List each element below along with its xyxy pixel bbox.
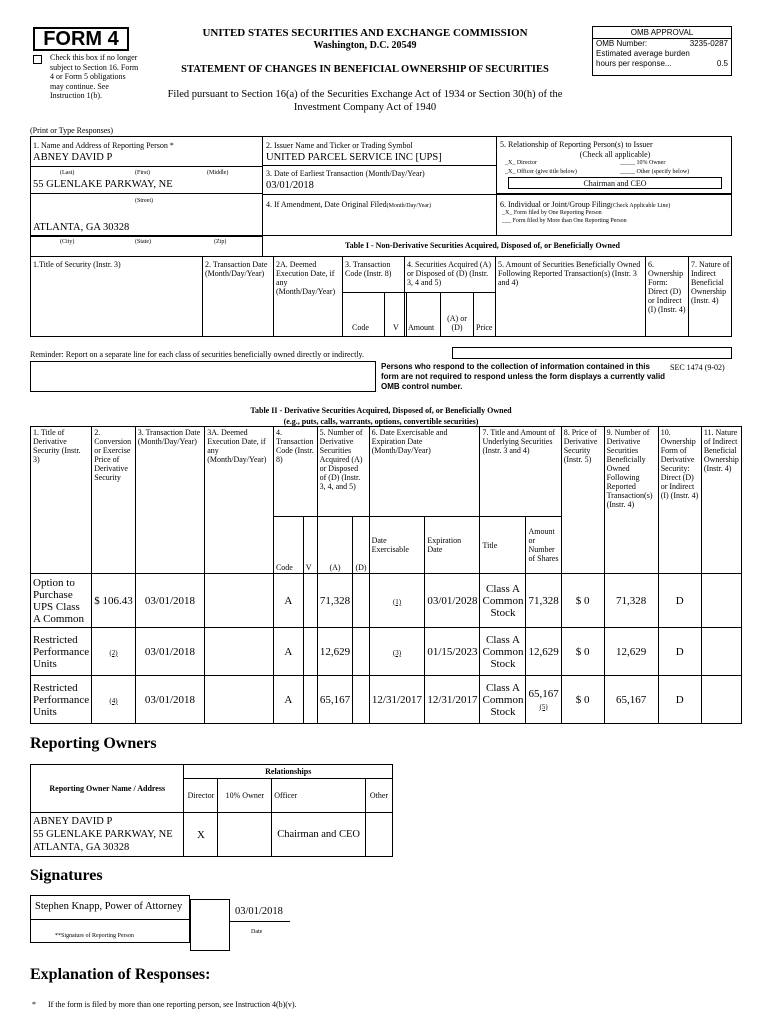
row-form: D — [658, 676, 701, 724]
t2-h10: 10. Ownership Form of Derivative Security: Direct (D) or Indirect (I) (Instr. 4) — [658, 427, 701, 574]
row-owned: 71,328 — [604, 574, 658, 628]
filed-pursuant: Filed pursuant to Section 16(a) of the Securities Exchange Act of 1934 or Section 30(h) of the Investment Company Act of 1940 — [167, 89, 563, 113]
owner-city: ATLANTA, GA 30328 — [33, 842, 130, 853]
omb-burden: Estimated average burden — [596, 49, 690, 58]
t2-date-exercisable: Date Exercisable — [369, 517, 425, 574]
col-other: Other — [365, 779, 392, 813]
footnote-link[interactable]: (2) — [109, 648, 118, 657]
row-dprice: $ 0 — [561, 676, 604, 724]
label-middle: (Middle) — [207, 170, 229, 176]
filing-one-person[interactable]: _X_ Form filed by One Reporting Person — [502, 210, 602, 216]
row-title: Restricted Performance Units — [31, 676, 92, 724]
row-amount: 71,328 — [526, 574, 561, 628]
table-2-title: Table II - Derivative Securities Acquired, Disposed of, or Beneficially Owned — [250, 406, 512, 415]
row-form: D — [658, 628, 701, 676]
explanation-heading: Explanation of Responses: — [30, 966, 211, 983]
row-deemed — [205, 628, 274, 676]
t1-h7: 7. Nature of Indirect Beneficial Ownership (Instr. 4) — [691, 260, 730, 305]
t1-h5: 5. Amount of Securities Beneficially Owned Following Reported Transaction(s) (Instr. 3 and 4) — [498, 260, 641, 287]
t2-h3: 3. Transaction Date (Month/Day/Year) — [135, 427, 205, 574]
t2-h4: 4. Transaction Code (Instr. 8) — [273, 427, 317, 517]
reminder-text: Reminder: Report on a separate line for each class of securities beneficially owned directly or indirectly. — [30, 350, 365, 359]
t2-h7: 7. Title and Amount of Underlying Securities (Instr. 3 and 4) — [480, 427, 561, 517]
signature-date: 03/01/2018 — [235, 906, 283, 917]
footnote-link[interactable]: (5) — [539, 702, 548, 711]
row-dprice: $ 0 — [561, 628, 604, 676]
row-amount: 12,629 — [526, 628, 561, 676]
omb-hours: 0.5 — [716, 59, 728, 68]
section-5-sub: (Check all applicable) — [579, 150, 651, 159]
table-row — [31, 574, 742, 628]
row-date: 03/01/2018 — [135, 676, 205, 724]
signatures-heading: Signatures — [30, 867, 103, 884]
row-underlying: Class A Common Stock — [480, 676, 526, 724]
agency-location: Washington, D.C. 20549 — [313, 40, 417, 51]
row-v — [303, 628, 317, 676]
left-margin — [0, 0, 25, 1024]
row-date: 03/01/2018 — [135, 628, 205, 676]
row-d — [353, 676, 369, 724]
reporting-person-street: 55 GLENLAKE PARKWAY, NE — [33, 179, 173, 190]
officer-title: Chairman and CEO — [508, 177, 722, 189]
table-row — [31, 628, 742, 676]
row-code: A — [273, 676, 303, 724]
row-exercisable: 12/31/2017 — [369, 676, 425, 724]
t1-code: Code — [352, 323, 369, 332]
omb-number-label: OMB Number: — [596, 39, 648, 48]
t2-h3a: 3A. Deemed Execution Date, if any (Month/Day/Year) — [205, 427, 274, 574]
checkbox-text: Check this box if no longer subject to Section 16. Form 4 or Form 5 obligations may continue. See Instruction 1(b). — [50, 53, 139, 100]
filing-more-persons[interactable]: ___ Form filed by More than One Reporting Person — [502, 218, 627, 224]
officer-check[interactable]: _X_ Officer (give title below) — [505, 169, 577, 175]
explanation-note: If the form is filed by more than one reporting person, see Instruction 4(b)(v). — [48, 1000, 297, 1009]
t2-code: Code — [273, 517, 303, 574]
owner-officer: Chairman and CEO — [272, 813, 366, 857]
t2-h1: 1. Title of Derivative Security (Instr. 3) — [31, 427, 92, 574]
t2-d: (D) — [353, 517, 369, 574]
t1-price: Price — [476, 323, 493, 332]
row-v — [303, 676, 317, 724]
signer-name: Stephen Knapp, Power of Attorney — [35, 901, 183, 912]
section-6-label: 6. Individual or Joint/Group Filing(Check Applicable Line) — [500, 200, 671, 209]
omb-title: OMB APPROVAL — [593, 27, 731, 39]
row-a: 65,167 — [317, 676, 353, 724]
right-margin — [745, 0, 770, 1024]
reporting-owners-table — [30, 764, 393, 857]
earliest-transaction-date: 03/01/2018 — [266, 180, 314, 191]
t2-h5: 5. Number of Derivative Securities Acquired (A) or Disposed of (D) (Instr. 3, 4, and 5) — [317, 427, 369, 517]
t1-h1: 1.Title of Security (Instr. 3) — [33, 260, 121, 269]
section-1-label: 1. Name and Address of Reporting Person * — [33, 141, 174, 150]
owner-director: X — [184, 813, 218, 857]
section-5-label: 5. Relationship of Reporting Person(s) to Issuer — [500, 140, 653, 149]
t2-v: V — [303, 517, 317, 574]
row-form: D — [658, 574, 701, 628]
persons-respond: Persons who respond to the collection of information contained in this form are not required to respond unless the form displays a currently valid OMB control number. — [381, 362, 666, 391]
no-longer-subject-checkbox[interactable] — [33, 55, 42, 64]
t2-h6: 6. Date Exercisable and Expiration Date (Month/Day/Year) — [369, 427, 480, 517]
t1-h2: 2. Transaction Date (Month/Day/Year) — [205, 260, 268, 278]
t2-a: (A) — [317, 517, 353, 574]
t2-h11: 11. Nature of Indirect Beneficial Ownership (Instr. 4) — [701, 427, 741, 574]
t1-h3: 3. Transaction Code (Instr. 8) — [345, 260, 392, 278]
explanation-bullet: * — [32, 1000, 36, 1009]
signature-spacer-box — [190, 899, 230, 951]
reminder-right-box — [452, 347, 732, 359]
row-dprice: $ 0 — [561, 574, 604, 628]
label-zip: (Zip) — [214, 239, 227, 245]
table-2-subtitle: (e.g., puts, calls, warrants, options, convertible securities) — [283, 417, 479, 426]
col-officer: Officer — [272, 779, 366, 813]
t2-h9: 9. Number of Derivative Securities Beneficially Owned Following Reported Transaction(s) (Instr. 4) — [604, 427, 658, 574]
row-a: 12,629 — [317, 628, 353, 676]
t1-v: V — [393, 323, 399, 332]
sec-number: SEC 1474 (9-02) — [670, 363, 725, 372]
row-nature — [701, 574, 741, 628]
director-check[interactable]: _X_ Director — [505, 160, 537, 166]
t1-h6: 6. Ownership Form: Direct (D) or Indirect (I) (Instr. 4) — [648, 260, 686, 314]
row-nature — [701, 628, 741, 676]
t2-title: Title — [480, 517, 526, 574]
agency-name: UNITED STATES SECURITIES AND EXCHANGE COMMISSION — [202, 27, 528, 39]
row-owned: 12,629 — [604, 628, 658, 676]
other-check[interactable]: _____ Other (specify below) — [620, 169, 690, 175]
row-expiration: 03/01/2028 — [425, 574, 480, 628]
footnote-link[interactable]: (3) — [392, 648, 402, 657]
row-expiration: 01/15/2023 — [425, 628, 480, 676]
omb-number: 3235-0287 — [689, 39, 728, 48]
owner-name: ABNEY DAVID P — [33, 816, 113, 827]
owner10-check[interactable]: _____ 10% Owner — [620, 160, 666, 166]
row-underlying: Class A Common Stock — [480, 574, 526, 628]
label-street: (Street) — [135, 198, 153, 204]
row-deemed — [205, 676, 274, 724]
omb-approval-box — [592, 26, 732, 76]
date-label: Date — [251, 929, 263, 935]
row-price: $ 106.43 — [92, 574, 136, 628]
print-type-note: (Print or Type Responses) — [30, 126, 114, 135]
row-title: Restricted Performance Units — [31, 628, 92, 676]
col-owner-name: Reporting Owner Name / Address — [31, 765, 184, 813]
row-d — [353, 574, 369, 628]
row-amount: 65,167 (5) — [526, 676, 561, 724]
col-director: Director — [184, 779, 218, 813]
label-first: (First) — [135, 170, 150, 176]
owner-other — [365, 813, 392, 857]
t1-amount: Amount — [408, 323, 435, 332]
reminder-left-box — [30, 361, 376, 392]
owner-street: 55 GLENLAKE PARKWAY, NE — [33, 829, 173, 840]
footnote-link[interactable]: (4) — [109, 696, 118, 705]
table-2 — [30, 426, 742, 724]
table-1-title: Table I - Non-Derivative Securities Acquired, Disposed of, or Beneficially Owned — [345, 241, 620, 250]
row-title: Option to Purchase UPS Class A Common — [31, 574, 92, 628]
reporting-person-name: ABNEY DAVID P — [33, 152, 113, 163]
reporting-owners-heading: Reporting Owners — [30, 735, 157, 752]
row-expiration: 12/31/2017 — [425, 676, 480, 724]
t1-h2a: 2A. Deemed Execution Date, if any (Month/Day/Year) — [276, 260, 336, 296]
issuer-name: UNITED PARCEL SERVICE INC [UPS] — [266, 152, 442, 163]
row-date: 03/01/2018 — [135, 574, 205, 628]
section-4-label: 4. If Amendment, Date Original Filed(Month/Day/Year) — [266, 200, 432, 209]
omb-hours-label: hours per response... — [596, 59, 672, 68]
t2-amount-shares: Amount or Number of Shares — [526, 517, 561, 574]
section-3-label: 3. Date of Earliest Transaction (Month/Day/Year) — [266, 169, 425, 178]
footnote-link[interactable]: (1) — [392, 597, 402, 606]
t2-h2: 2. Conversion or Exercise Price of Derivative Security — [92, 427, 136, 574]
row-nature — [701, 676, 741, 724]
t1-aord: (A) or (D) — [447, 314, 467, 332]
form-title: FORM 4 — [33, 27, 129, 51]
label-city: (City) — [60, 239, 75, 245]
statement-title: STATEMENT OF CHANGES IN BENEFICIAL OWNERSHIP OF SECURITIES — [181, 64, 549, 75]
owner-10pct — [218, 813, 272, 857]
row-owned: 65,167 — [604, 676, 658, 724]
col-owner10: 10% Owner — [218, 779, 272, 813]
owner-row — [31, 813, 393, 857]
table-row — [31, 676, 742, 724]
label-last: (Last) — [60, 170, 75, 176]
row-v — [303, 574, 317, 628]
row-d — [353, 628, 369, 676]
col-relationships: Relationships — [184, 765, 393, 779]
reporting-person-city: ATLANTA, GA 30328 — [33, 222, 130, 233]
section-2-label: 2. Issuer Name and Ticker or Trading Symbol — [266, 141, 413, 150]
row-underlying: Class A Common Stock — [480, 628, 526, 676]
t2-h8: 8. Price of Derivative Security (Instr. 5) — [561, 427, 604, 574]
row-deemed — [205, 574, 274, 628]
row-a: 71,328 — [317, 574, 353, 628]
label-state: (State) — [135, 239, 151, 245]
t1-h4: 4. Securities Acquired (A) or Disposed of (D) (Instr. 3, 4 and 5) — [407, 260, 491, 287]
signature-label: **Signature of Reporting Person — [55, 933, 134, 939]
t2-expiration: Expiration Date — [425, 517, 480, 574]
row-code: A — [273, 628, 303, 676]
row-code: A — [273, 574, 303, 628]
